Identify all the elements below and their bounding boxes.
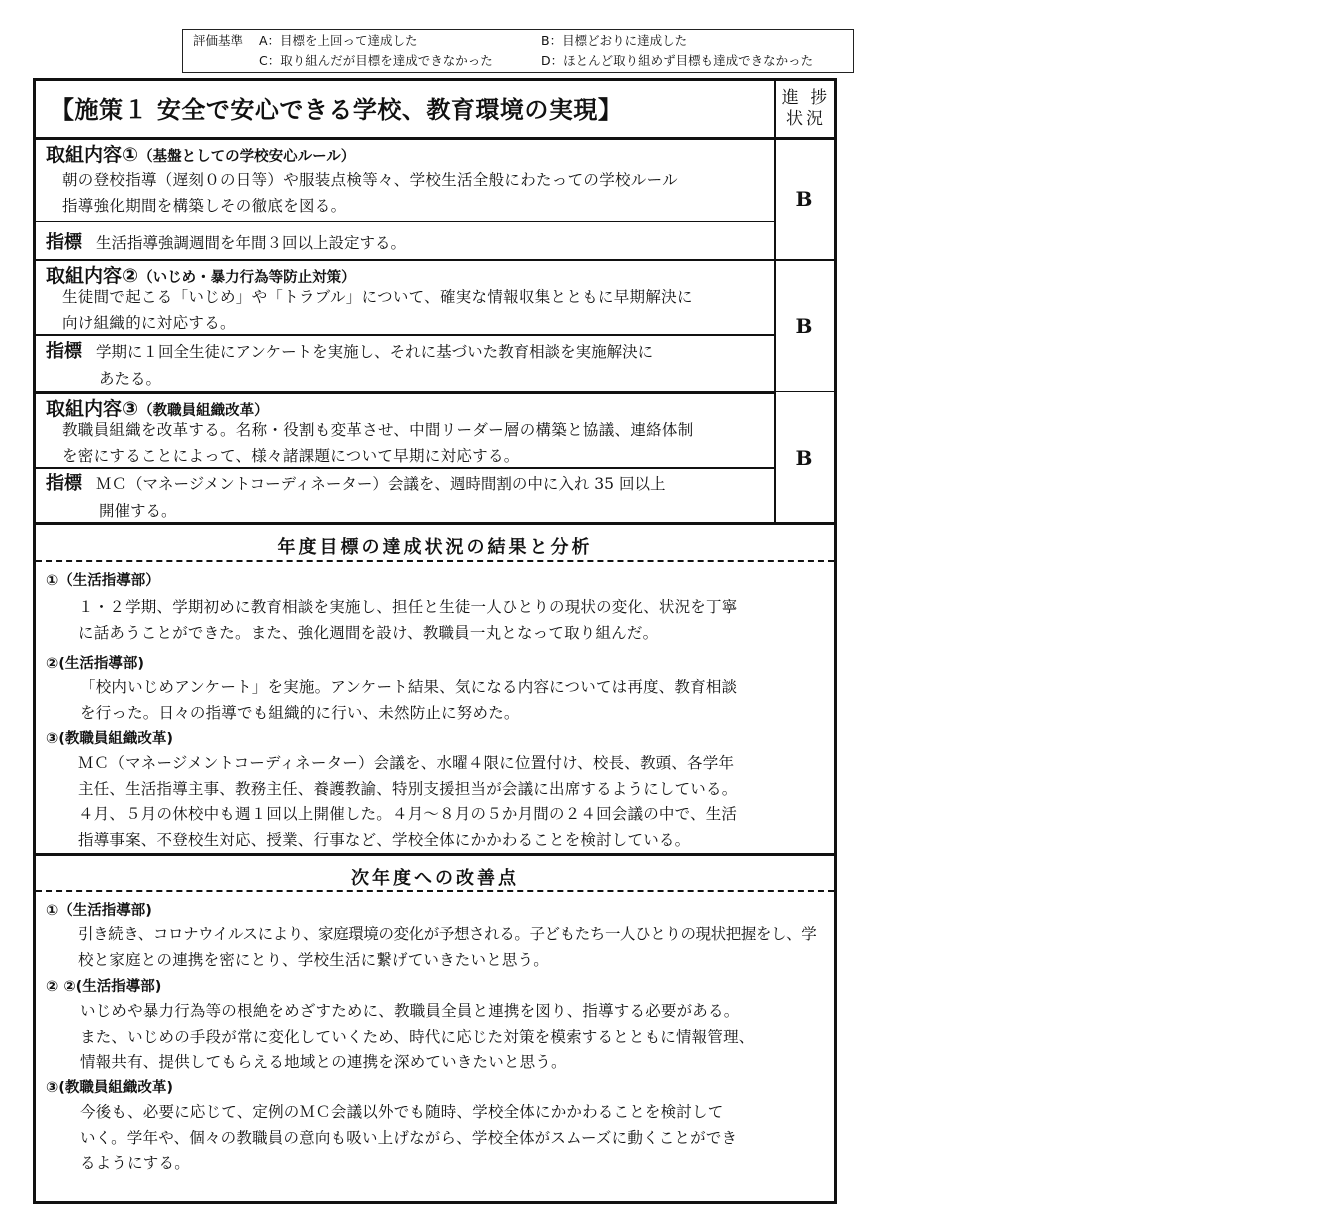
- item-2-kpi: 指標 学期に１回全生徒にアンケートを実施し、それに基づいた教育相談を実施解決に: [46, 341, 654, 362]
- progress-status-header: [781, 88, 831, 130]
- results-s2-heading: ②(生活指導部): [46, 656, 145, 672]
- policy-title: 【施策１ 安全で安心できる学校、教育環境の実現】: [50, 96, 623, 124]
- item-1-kpi: 指標 生活指導強調週間を年間３回以上設定する。: [46, 232, 407, 253]
- item-2-bottom-right: [776, 391, 834, 392]
- results-title: 年度目標の達成状況の結果と分析: [277, 537, 593, 558]
- item-3-text: 教職員組織を改革する。名称・役割も変革させ、中間リーダー層の構築と協議、連絡体制 を密にすることによって、様々諸課題について早期に対応する。: [62, 421, 694, 465]
- item-3-grade: B: [795, 446, 813, 470]
- results-bottom: [36, 853, 834, 856]
- criteria-d: D：ほとんど取り組めず目標も達成できなかった: [541, 53, 814, 68]
- evaluation-criteria-box: [182, 29, 854, 73]
- item-2-divider: [36, 334, 774, 336]
- item-1-heading: 取組内容①（基盤としての学校安心ルール）: [46, 144, 356, 166]
- results-s1-text: １・２学期、学期初めに教育相談を実施し、担任と生徒一人ひとりの現状の変化、状況を丁寧 に話あうことができた。また、強化週間を設け、教職員一丸となって取り組んだ。: [78, 598, 738, 642]
- items-bottom: [36, 522, 834, 525]
- improvements-s1-heading: ①（生活指導部): [46, 903, 152, 919]
- results-s1-heading: ①（生活指導部）: [46, 573, 160, 589]
- criteria-b: B：目標どおりに達成した: [541, 33, 688, 48]
- item-3-kpi-cont: 開催する。: [99, 502, 177, 520]
- status-label-line1: 進 捗: [781, 88, 831, 108]
- item-2-kpi-cont: あたる。: [99, 370, 162, 388]
- criteria-label: 評価基準: [193, 33, 244, 48]
- results-dashed-divider: [36, 560, 834, 562]
- improvements-title: 次年度への改善点: [351, 868, 519, 889]
- item-1-text: 朝の登校指導（遅刻０の日等）や服装点検等々、学校生活全般にわたっての学校ルール 指導強化期間を構築しその徹底を図る。: [62, 171, 678, 215]
- criteria-c: C：取り組んだが目標を達成できなかった: [259, 53, 493, 68]
- item-2-heading: 取組内容②（いじめ・暴力行為等防止対策）: [46, 265, 356, 287]
- results-s3-text: ＭＣ（マネージメントコーディネーター）会議を、水曜４限に位置付け、校長、教頭、各学年 主任、生活指導主事、教務主任、養護教諭、特別支援担当が会議に出席するようにしている。 ４月、５月の休校中も週１回以上開催した。４月～８月の５か月間の２４回会議の中で、生活 指導事案、不登校生対応、授業、行事など、学校全体にかかわることを検討している。: [78, 754, 738, 850]
- results-s2-text: 「校内いじめアンケート」を実施。アンケート結果、気になる内容については再度、教育相談 を行った。日々の指導でも組織的に行い、未然防止に努めた。: [80, 678, 738, 722]
- item-2-grade: B: [795, 314, 813, 338]
- policy-sheet: [33, 78, 837, 1204]
- improvements-s1-text: 引き続き、コロナウイルスにより、家庭環境の変化が予想される。子どもたち一人ひとりの現状把握をし、学 校と家庭との連携を密にとり、学校生活に繋げていきたいと思う。: [78, 925, 817, 969]
- item-3-kpi: 指標 ＭＣ（マネージメントコーディネーター）会議を、週時間割の中に入れ 35 回以上: [46, 473, 666, 494]
- item-1-grade: B: [795, 187, 813, 211]
- results-s3-heading: ③(教職員組織改革): [46, 731, 174, 747]
- improvements-s3-text: 今後も、必要に応じて、定例のＭＣ会議以外でも随時、学校全体にかかわることを検討して いく。学年や、個々の教職員の意向も吸い上げながら、学校全体がスムーズに動くことができ るようにする。: [80, 1103, 738, 1173]
- status-label-line2: 状況: [786, 109, 826, 129]
- improvements-s3-heading: ③(教職員組織改革): [46, 1080, 174, 1096]
- improvements-dashed-divider: [36, 890, 834, 892]
- criteria-a: A：目標を上回って達成した: [259, 33, 418, 48]
- improvements-s2-text: いじめや暴力行為等の根絶をめざすために、教職員全員と連携を図り、指導する必要がある。 また、いじめの手段が常に変化していくため、時代に応じた対策を模索するとともに情報管理、 情報共有、提供してもらえる地域との連携を深めていきたいと思う。: [80, 1002, 755, 1072]
- item-2-text: 生徒間で起こる「いじめ」や「トラブル」について、確実な情報収集とともに早期解決に 向け組織的に対応する。: [62, 288, 693, 332]
- item-1-divider: [36, 221, 774, 222]
- item-3-heading: 取組内容③（教職員組織改革）: [46, 398, 269, 420]
- item-3-divider: [36, 467, 774, 469]
- improvements-s2-heading: ② ②(生活指導部): [46, 979, 162, 995]
